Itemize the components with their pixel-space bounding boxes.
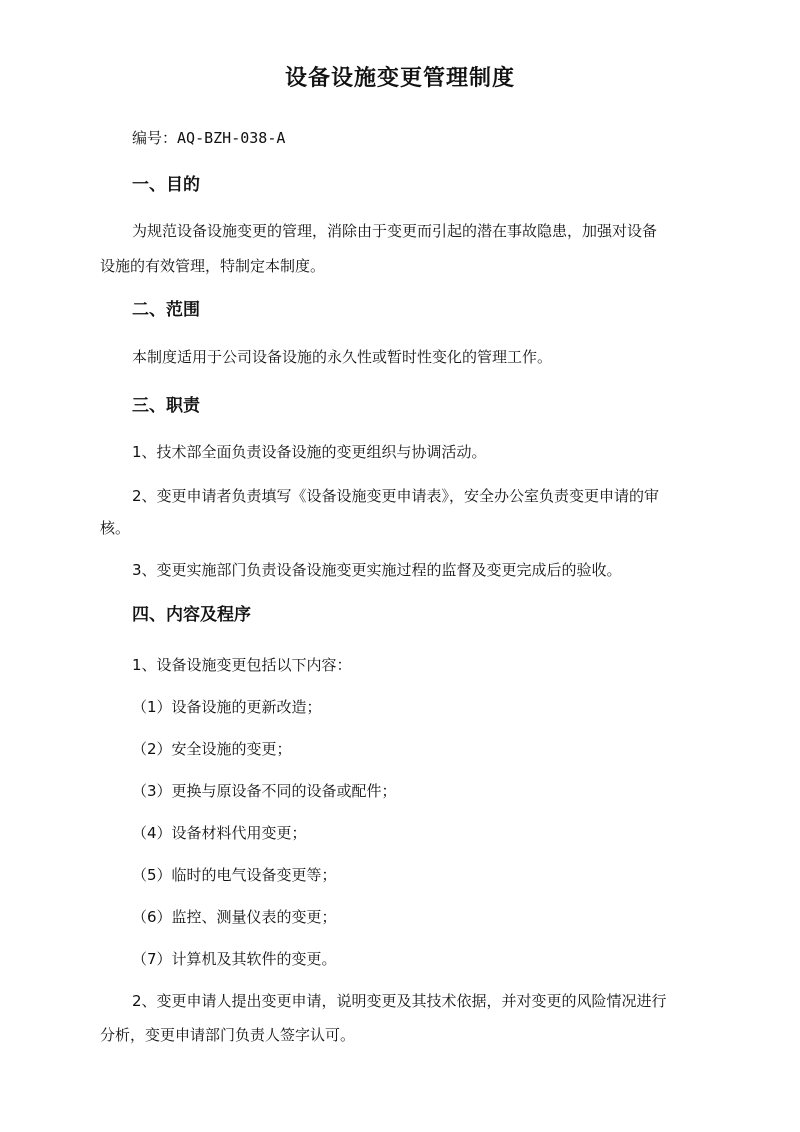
duty-item-3: 3、变更实施部门负责设备设施变更实施过程的监督及变更完成后的验收。 — [132, 561, 622, 579]
section-heading-procedure: 四、内容及程序 — [132, 605, 251, 625]
document-number — [132, 128, 742, 148]
procedure-intro: 1、设备设施变更包括以下内容： — [132, 656, 352, 674]
scope-text: 本制度适用于公司设备设施的永久性或暂时性变化的管理工作。 — [132, 348, 553, 366]
procedure-item-2-line-1: 2、变更申请人提出变更申请，说明变更及其技术依据，并对变更的风险情况进行 — [132, 992, 667, 1010]
purpose-text-line-1: 为规范设备设施变更的管理，消除由于变更而引起的潜在事故隐患，加强对设备 — [132, 222, 658, 240]
change-content-item: （2）安全设施的变更； — [132, 740, 292, 758]
procedure-item-2-line-2: 分析，变更申请部门负责人签字认可。 — [100, 1026, 356, 1044]
change-content-item: （1）设备设施的更新改造； — [132, 698, 322, 716]
duty-item-1: 1、技术部全面负责设备设施的变更组织与协调活动。 — [132, 443, 487, 461]
change-content-item: （5）临时的电气设备变更等； — [132, 866, 337, 884]
document-number-label: 编号： — [132, 129, 178, 147]
change-content-item: （4）设备材料代用变更； — [132, 824, 307, 842]
duty-item-2-line-2: 核。 — [100, 519, 131, 537]
change-content-item: （7）计算机及其软件的变更。 — [132, 950, 337, 968]
document-number-value: AQ-BZH-038-A — [177, 129, 286, 147]
section-heading-scope: 二、范围 — [132, 300, 200, 320]
change-content-item: （6）监控、测量仪表的变更； — [132, 908, 337, 926]
change-content-item: （3）更换与原设备不同的设备或配件； — [132, 782, 397, 800]
document-title: 设备设施变更管理制度 — [284, 66, 515, 91]
purpose-text-line-2: 设施的有效管理，特制定本制度。 — [100, 257, 326, 275]
section-heading-purpose: 一、目的 — [132, 175, 200, 195]
duty-item-2-line-1: 2、变更申请者负责填写《设备设施变更申请表》，安全办公室负责变更申请的审 — [132, 487, 660, 505]
section-heading-duties: 三、职责 — [132, 396, 200, 416]
